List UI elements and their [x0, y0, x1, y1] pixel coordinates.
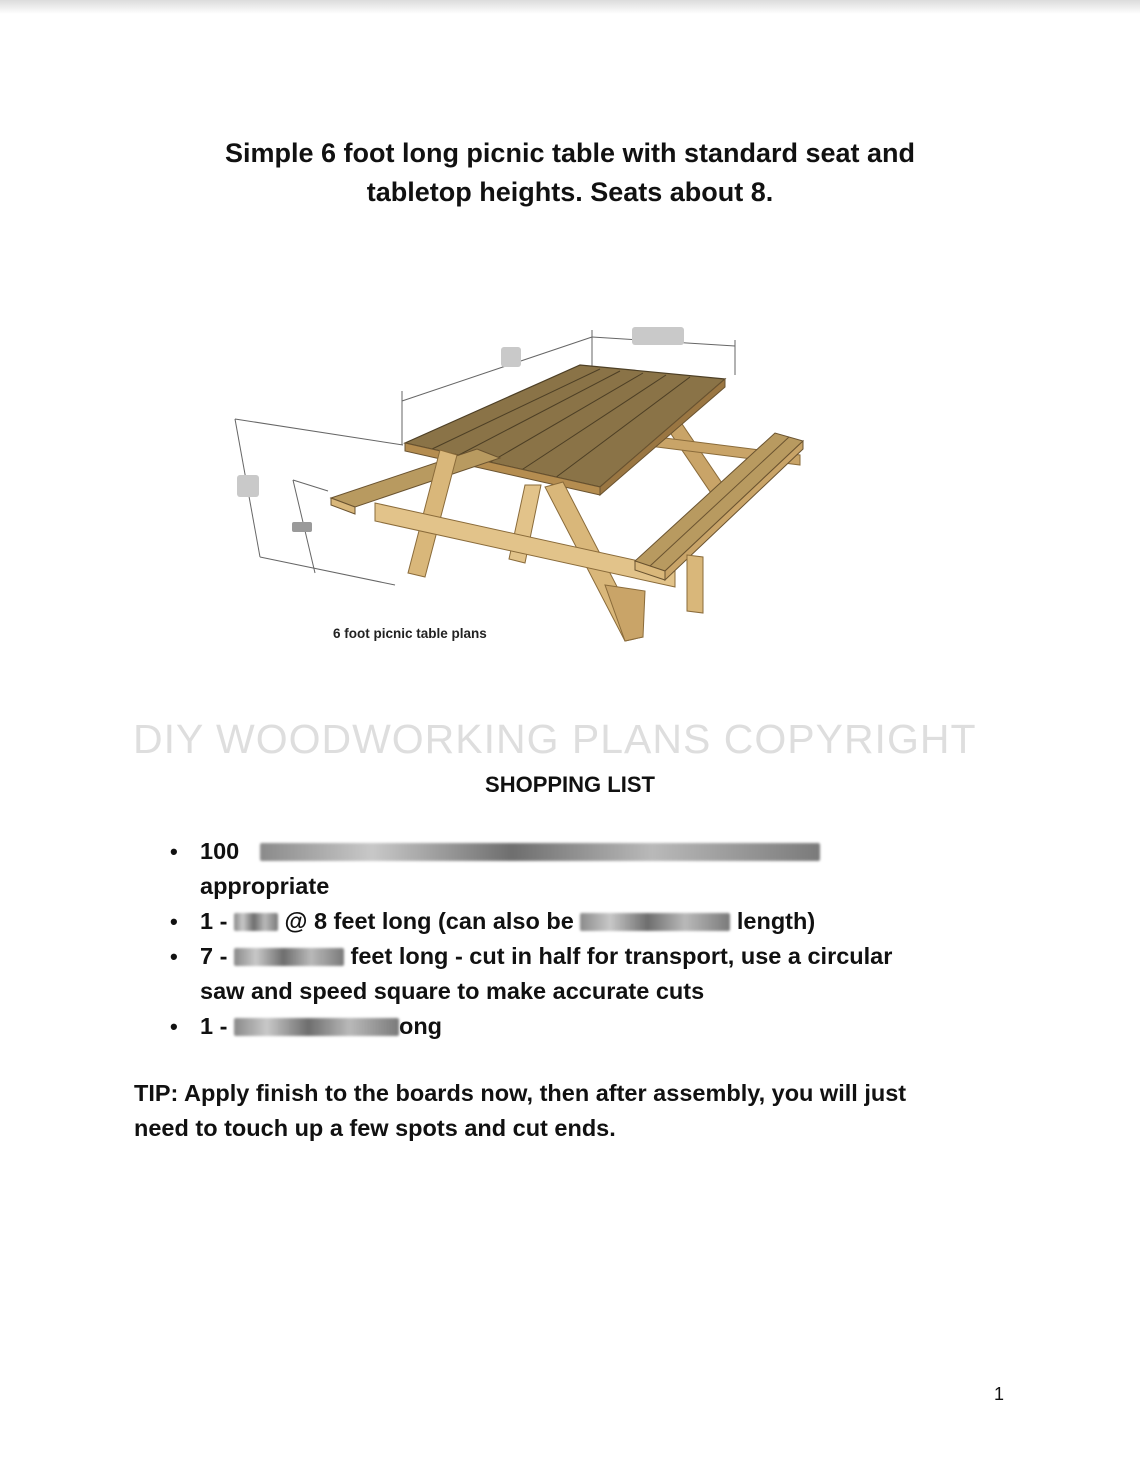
item-prefix: 1 - [200, 1013, 228, 1039]
item-suffix: length) [736, 908, 816, 934]
redacted-text [234, 913, 278, 931]
page-number: 1 [994, 1384, 1005, 1404]
shopping-list [170, 834, 1000, 1044]
page-title [140, 134, 1000, 212]
item-prefix: 1 - [200, 908, 228, 934]
item-continuation: appropriate [200, 873, 330, 899]
item-suffix: ong [398, 1013, 443, 1039]
title-line-1: Simple 6 foot long picnic table with standard seat and [224, 138, 916, 168]
bullet: • [170, 944, 178, 969]
list-item [170, 834, 1000, 904]
tip-line-2: need to touch up a few spots and cut ends. [134, 1115, 616, 1141]
title-line-2: tabletop heights. Seats about 8. [366, 177, 774, 207]
item-continuation: saw and speed square to make accurate cuts [200, 978, 705, 1004]
tip-line-1: TIP: Apply finish to the boards now, then after assembly, you will just [134, 1080, 907, 1106]
tip-paragraph [134, 1076, 1014, 1146]
item-text: @ 8 feet long (can also be [284, 908, 574, 934]
item-prefix: 100 [200, 838, 240, 864]
top-shade [0, 0, 1140, 14]
item-text: feet long - cut in half for transport, use a circular [350, 943, 893, 969]
shopping-list-heading: SHOPPING LIST [485, 772, 655, 797]
redacted-text [580, 913, 730, 931]
bullet: • [170, 1014, 178, 1039]
bullet: • [170, 839, 178, 864]
copyright-watermark: DIY WOODWORKING PLANS COPYRIGHT [133, 716, 977, 762]
back-bench [331, 449, 500, 507]
redacted-text [260, 843, 820, 861]
item-prefix: 7 - [200, 943, 228, 969]
list-item [170, 939, 1000, 1009]
redacted-text [234, 1018, 399, 1036]
redacted-text [234, 948, 344, 966]
picnic-table-figure [225, 315, 825, 655]
list-item [170, 1009, 1000, 1044]
bullet: • [170, 909, 178, 934]
picnic-table-illustration [225, 315, 825, 655]
figure-caption: 6 foot picnic table plans [333, 626, 487, 641]
list-item [170, 904, 1000, 939]
